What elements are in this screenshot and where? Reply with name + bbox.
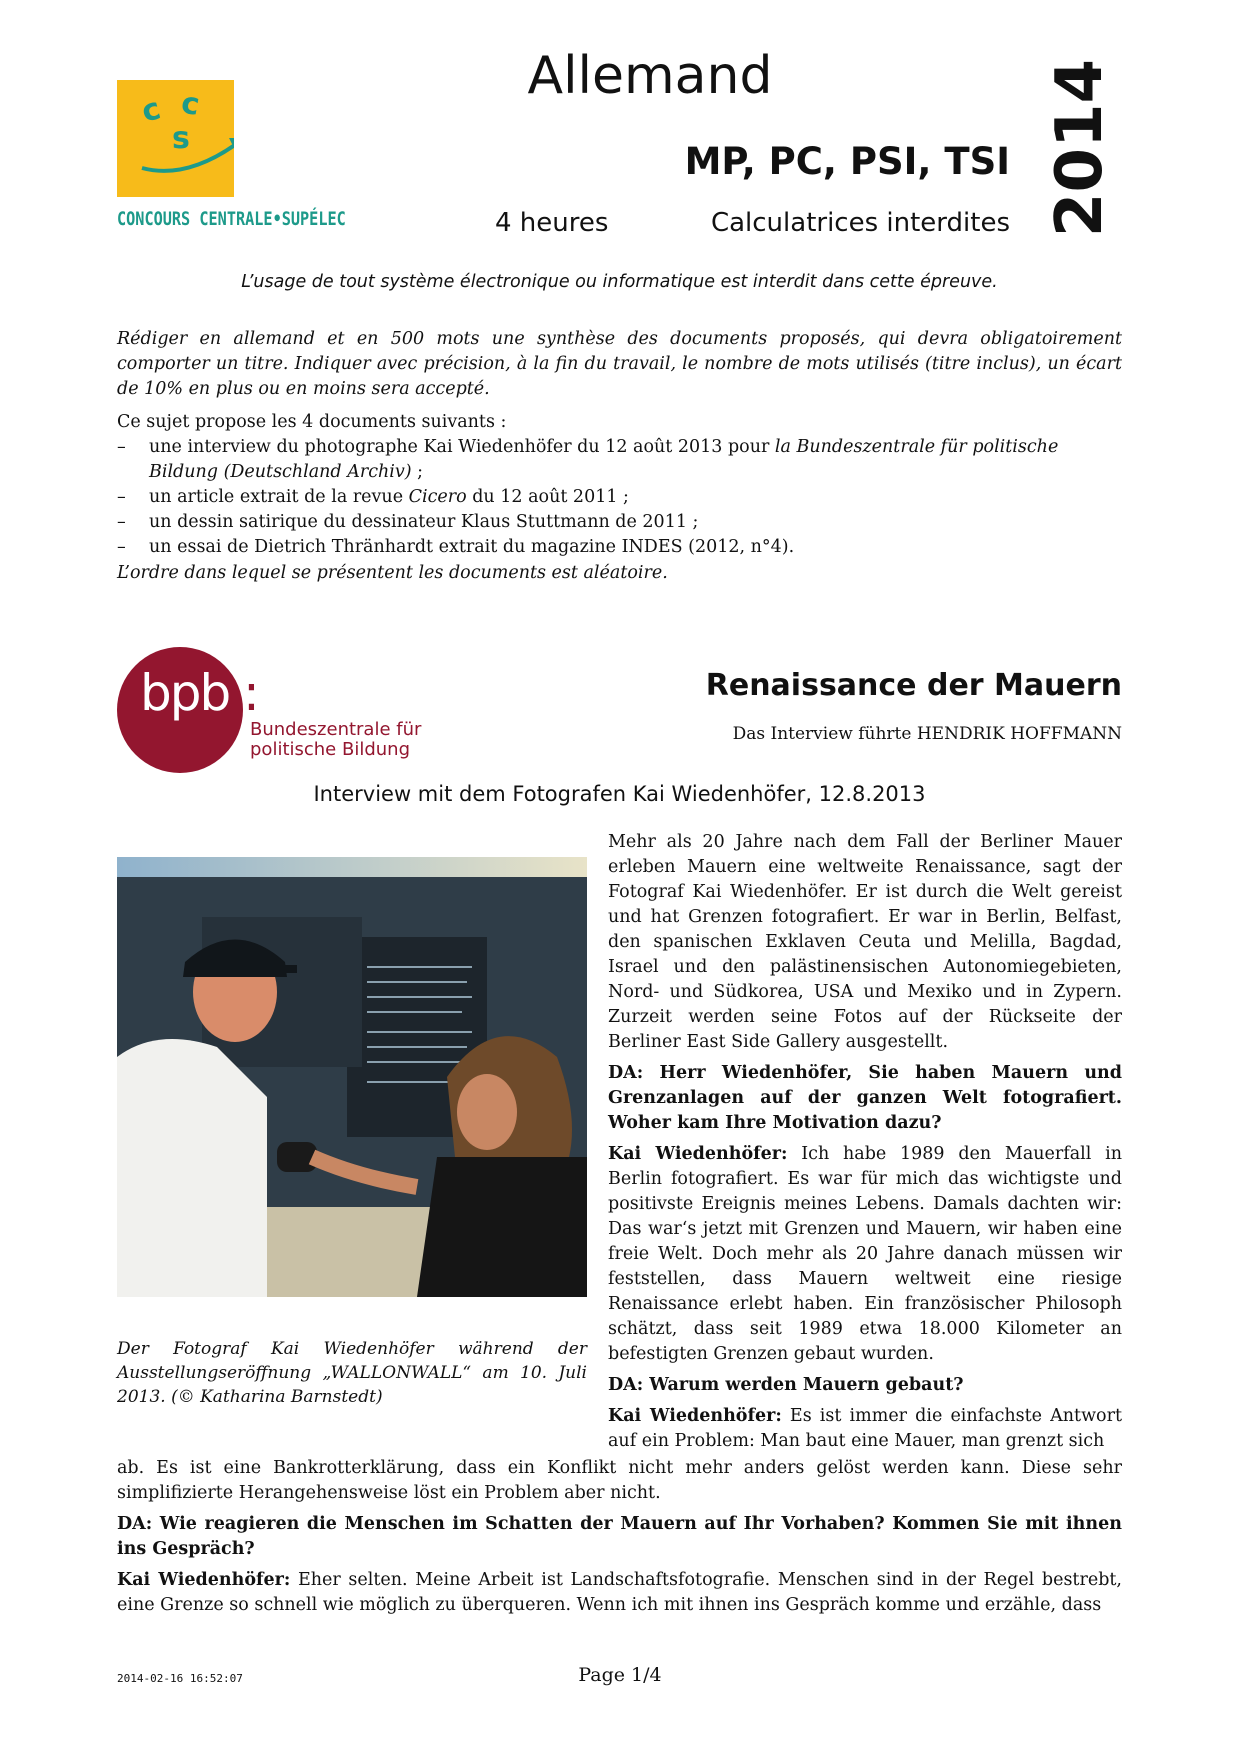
article-column (608, 830, 1122, 1454)
answer-1: Kai Wiedenhöfer: Ich habe 1989 den Mauerfall in Berlin fotografiert. Es war für mich das wichtigste und positivste Ereignis meines Lebens. Damals dachten wir: Das war‘s jetzt mit Grenzen und Mauern, wir haben eine freie Welt. Doch mehr als 20 Jahre danach müssen wir feststellen, dass Mauern weltweit eine riesige Renaissance erlebt haben. Ein französischer Philosoph schätzt, dass seit 1989 etwa 18.000 Kilometer an befestigten Grenzen gebaut wurden. (608, 1144, 1123, 1364)
instructions: Rédiger en allemand et en 500 mots une synthèse des documents proposés, qui devra obligatoirement comporter un titre. Indiquer avec précision, à la fin du travail, le nombre de mots utilisés (titre inclus), un écart de 10% en plus ou en moins sera accepté. (117, 329, 1122, 399)
svg-text:c: c (138, 91, 165, 130)
usage-notice: L’usage de tout système électronique ou informatique est interdit dans cette épreuve. (241, 272, 998, 292)
article-intro: Mehr als 20 Jahre nach dem Fall der Berliner Mauer erleben Mauern eine weltweite Renaissance, sagt der Fotograf Kai Wiedenhöfer. Er ist durch die Welt gereist und hat Grenzen fotografiert. Er war in Berlin, Belfast, den spanischen Exklaven Ceuta und Melilla, Bagdad, Israel und den palästinensischen Autonomiegebieten, Nord- und Südkorea, USA und Mexiko und in Zypern. Zurzeit werden seine Fotos auf der Rückseite der Berliner East Side Gallery ausgestellt. (608, 832, 1122, 1052)
exam-year-text: 2014 (1043, 58, 1117, 238)
filieres: MP, PC, PSI, TSI (684, 140, 1010, 183)
documents-list (117, 410, 1122, 560)
question-1: DA: Herr Wiedenhöfer, Sie haben Mauern und Grenzanlagen auf der ganzen Welt fotografiert. Woher kam Ihre Motivation dazu? (608, 1063, 1122, 1133)
document-item: – une interview du photographe Kai Wiedenhöfer du 12 août 2013 pour la Bundeszentrale für politische Bildung (Deutschland Archiv) ; (117, 437, 1059, 482)
bpb-name: Bundeszentrale für politische Bildung (250, 719, 422, 760)
bpb-logo-text: bpb (140, 664, 230, 722)
svg-text:c: c (178, 85, 203, 123)
article-subtitle: Interview mit dem Fotografen Kai Wiedenhöfer, 12.8.2013 (313, 782, 926, 806)
answer-2-start: Kai Wiedenhöfer: Es ist immer die einfachste Antwort auf ein Problem: Man baut eine Mauer, man grenzt sich (608, 1406, 1122, 1451)
bpb-logo-colon: : (243, 664, 260, 722)
answer-3: Kai Wiedenhöfer: Eher selten. Meine Arbeit ist Landschaftsfotografie. Menschen sind in der Regel bestrebt, eine Grenze so schnell wie möglich zu überqueren. Wenn ich mit ihnen ins Gespräch komme und erzähle, dass (117, 1570, 1122, 1615)
question-3: DA: Wie reagieren die Menschen im Schatten der Mauern auf Ihr Vorhaben? Kommen Sie mit ihnen ins Gespräch? (117, 1514, 1122, 1559)
page-number: Page 1/4 (578, 1664, 662, 1686)
interview-photo (117, 857, 587, 1297)
calculator-notice: Calculatrices interdites (710, 208, 1010, 238)
subject-title: Allemand (527, 46, 773, 106)
document-item: – un dessin satirique du dessinateur Klaus Stuttmann de 2011 ; (117, 512, 699, 532)
footer-timestamp: 2014-02-16 16:52:07 (117, 1672, 243, 1685)
document-item: – un essai de Dietrich Thränhardt extrait du magazine INDES (2012, n°4). (117, 537, 795, 557)
article-title: Renaissance der Mauern (705, 668, 1122, 703)
document-item: – un article extrait de la revue Cicero du 12 août 2011 ; (117, 487, 629, 507)
article-interviewer: Das Interview führte HENDRIK HOFFMANN (732, 724, 1122, 744)
concours-logo (117, 80, 234, 197)
svg-text:s: s (172, 121, 190, 156)
answer-2-end: ab. Es ist eine Bankrotterklärung, dass ein Konflikt nicht mehr anders gelöst werden kann. Diese sehr simplifizierte Herangehensweise löst ein Problem aber nicht. (117, 1458, 1122, 1503)
concours-name: CONCOURS CENTRALE•SUPÉLEC (117, 208, 346, 230)
order-note: L’ordre dans lequel se présentent les documents est aléatoire. (117, 563, 668, 583)
question-2: DA: Warum werden Mauern gebaut? (608, 1375, 964, 1395)
ccs-logo-icon (117, 80, 234, 197)
exam-year (1043, 58, 1117, 238)
article-fullwidth (117, 1456, 1122, 1624)
photo-caption: Der Fotograf Kai Wiedenhöfer während der Ausstellungseröffnung „WALLONWALL“ am 10. Juli 2013. (© Katharina Barnstedt) (117, 1339, 587, 1407)
duration: 4 heures (495, 208, 609, 238)
photo-illustration (117, 857, 587, 1297)
documents-intro: Ce sujet propose les 4 documents suivants : (117, 412, 507, 432)
